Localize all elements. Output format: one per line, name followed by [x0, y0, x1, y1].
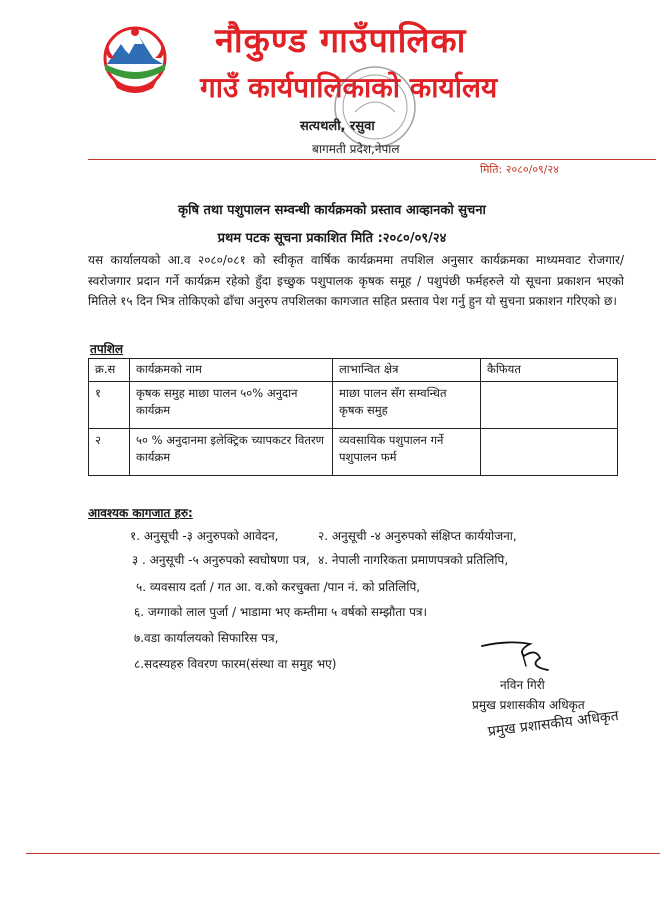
document-item: ५. व्यवसाय दर्ता / गत आ. व.को करचुक्ता /पान नं. को प्रतिलिपि,	[136, 580, 421, 594]
document-item: ३ . अनुसूची -५ अनुरुपको स्वघोषणा पत्र,	[132, 553, 310, 567]
place-name: सत्यथली, रसुवा	[300, 119, 375, 134]
cell-beneficiary: व्यवसायिक पशुपालन गर्ने पशुपालन फर्म	[333, 429, 481, 476]
col-program-name: कार्यक्रमको नाम	[130, 359, 333, 382]
cell-serial: १	[89, 382, 130, 429]
signatory-name: नविन गिरी	[500, 678, 545, 692]
program-table	[88, 358, 618, 476]
cell-program-name: कृषक समुह माछा पालन ५०% अनुदान कार्यक्रम	[130, 382, 333, 429]
municipality-logo	[95, 18, 175, 98]
col-remarks: कैफियत	[481, 359, 618, 382]
cell-beneficiary: माछा पालन सँग सम्वन्धित कृषक समुह	[333, 382, 481, 429]
notice-title: कृषि तथा पशुपालन सम्वन्धी कार्यक्रमको प्रस्ताव आव्हानको सुचना	[178, 203, 486, 218]
col-beneficiary: लाभान्वित क्षेत्र	[333, 359, 481, 382]
footer-divider	[26, 853, 660, 854]
document-item: १. अनुसूची -३ अनुरुपको आवेदन,	[130, 529, 279, 543]
signatory-title: प्रमुख प्रशासकीय अधिकृत	[472, 698, 585, 712]
notice-body: यस कार्यालयको आ.व २०८०/०८१ को स्वीकृत वार्षिक कार्यक्रममा तपशिल अनुसार कार्यक्रमका माध्यमवाट रोजगार/ स्वरोजगार प्रदान गर्ने कार्यक्रम रहेको हुँदा इच्छुक पशुपालक कृषक समूह / पशुपंछी फर्महरुले यो सूचना प्रकाशन भएको मितिले १५ दिन भित्र तोकिएको ढाँचा अनुरुप तपशिलका कागजात सहित प्रस्ताव पेश गर्नु हुन यो सुचना प्रकाशन गरिएको छ।	[88, 253, 624, 308]
document-item: ८.सदस्यहरु विवरण फारम(संस्था वा समुह भए)	[134, 657, 337, 671]
letter-date: मिति: २०८०/०९/२४	[480, 163, 559, 176]
header-divider	[88, 159, 656, 160]
signature	[478, 636, 558, 676]
cell-serial: २	[89, 429, 130, 476]
signatory-stamp: प्रमुख प्रशासकीय अधिकृत	[487, 708, 620, 740]
document-item: २. अनुसूची -४ अनुरुपको संक्षिप्त कार्ययोजना,	[318, 529, 517, 543]
cell-program-name: ५० % अनुदानमा इलेक्ट्रिक च्यापकटर वितरण कार्यक्रम	[130, 429, 333, 476]
cell-remarks	[481, 382, 618, 429]
office-seal	[330, 62, 420, 152]
table-header-row	[89, 359, 618, 382]
province-name: बागमती प्रदेश,नेपाल	[312, 142, 400, 156]
col-serial: क्र.स	[89, 359, 130, 382]
cell-remarks	[481, 429, 618, 476]
required-documents-label: आवश्यक कागजात हरु:	[88, 506, 193, 520]
details-label: तपशिल	[90, 342, 124, 356]
document-item: ७.वडा कार्यालयको सिफारिस पत्र,	[134, 631, 279, 645]
office-name: गाउँ कार्यपालिकाको कार्यालय	[200, 71, 498, 104]
table-row	[89, 382, 618, 429]
publication-date: प्रथम पटक सूचना प्रकाशित मिति :२०८०/०९/२४	[217, 231, 447, 246]
org-name: नौकुण्ड गाउँपालिका	[215, 21, 467, 61]
document-item: ४. नेपाली नागरिकता प्रमाणपत्रको प्रतिलिपि,	[318, 553, 509, 567]
table-row	[89, 429, 618, 476]
document-item: ६. जग्गाको लाल पुर्जा / भाडामा भए कम्तीमा ५ वर्षको सम्झौता पत्र।	[134, 605, 428, 619]
